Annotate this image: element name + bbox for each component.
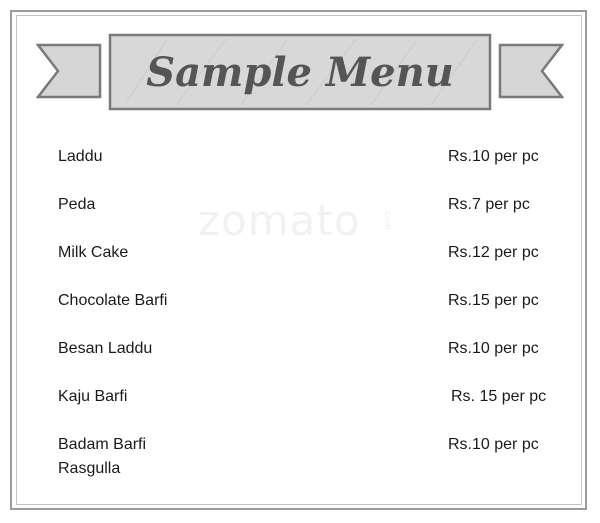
menu-item-name: Besan Laddu bbox=[58, 340, 153, 357]
menu-item-price: Rs.7 per pc bbox=[448, 196, 530, 213]
menu-item-price: Rs.15 per pc bbox=[448, 292, 539, 309]
menu-item-price: Rs. 15 per pc bbox=[451, 388, 547, 405]
menu-item-name: Laddu bbox=[58, 148, 103, 165]
menu-item-name: Badam Barfi bbox=[58, 436, 147, 453]
menu-item-price: Rs.10 per pc bbox=[448, 436, 539, 453]
menu-item-name: Milk Cake bbox=[58, 244, 129, 261]
menu-item-name: Chocolate Barfi bbox=[58, 292, 168, 309]
menu-item-name: Peda bbox=[58, 196, 96, 213]
menu-item-price: Rs.12 per pc bbox=[448, 244, 539, 261]
menu-item-name: Rasgulla bbox=[58, 460, 121, 477]
watermark-text: zomato bbox=[198, 196, 361, 245]
menu-title: Sample Menu bbox=[146, 48, 454, 96]
watermark-suffix: .com bbox=[382, 208, 392, 231]
menu-item-price: Rs.10 per pc bbox=[448, 340, 539, 357]
menu-item-name: Kaju Barfi bbox=[58, 388, 128, 405]
menu-item-price: Rs.10 per pc bbox=[448, 148, 539, 165]
